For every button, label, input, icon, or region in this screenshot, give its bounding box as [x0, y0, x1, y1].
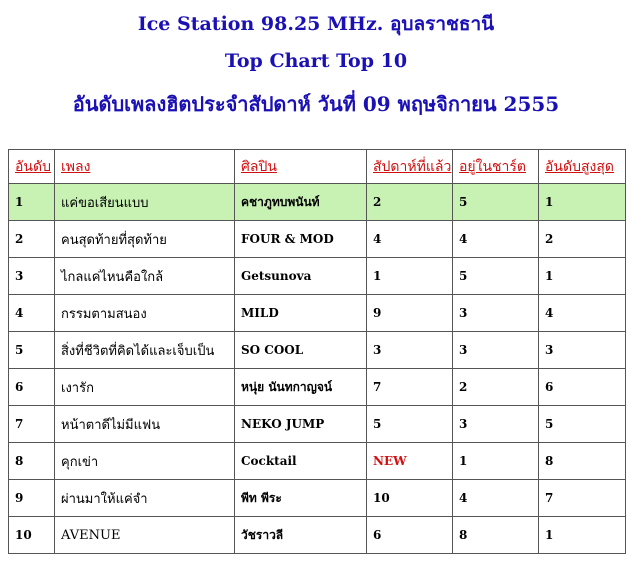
rank-cell: 6 — [9, 369, 55, 406]
column-header-artist: ศิลปิน — [235, 150, 367, 184]
artist-cell: พีท พีระ — [235, 480, 367, 517]
last-week-cell: 5 — [367, 406, 453, 443]
table-row — [9, 221, 626, 258]
song-cell: คนสุดท้ายที่สุดท้าย — [55, 221, 235, 258]
rank-cell: 4 — [9, 295, 55, 332]
table-row — [9, 517, 626, 554]
peak-cell: 1 — [539, 184, 626, 221]
last-week-cell: 3 — [367, 332, 453, 369]
column-header-last-week: สัปดาห์ที่แล้ว — [367, 150, 453, 184]
song-cell: สิ่งที่ชีวิตที่คิดได้และเจ็บเป็น — [55, 332, 235, 369]
table-row — [9, 480, 626, 517]
chart-title: Top Chart Top 10 — [224, 50, 408, 72]
table-row — [9, 258, 626, 295]
rank-cell: 2 — [9, 221, 55, 258]
song-cell: เงารัก — [55, 369, 235, 406]
peak-cell: 3 — [539, 332, 626, 369]
artist-cell: MILD — [235, 295, 367, 332]
peak-cell: 7 — [539, 480, 626, 517]
weeks-cell: 2 — [453, 369, 539, 406]
weeks-cell: 3 — [453, 406, 539, 443]
column-header-song: เพลง — [55, 150, 235, 184]
rank-cell: 1 — [9, 184, 55, 221]
last-week-cell: NEW — [367, 443, 453, 480]
column-header-weeks-on-chart: อยู่ในชาร์ต — [453, 150, 539, 184]
artist-cell: SO COOL — [235, 332, 367, 369]
last-week-cell: 6 — [367, 517, 453, 554]
last-week-cell: 7 — [367, 369, 453, 406]
weeks-cell: 5 — [453, 184, 539, 221]
peak-cell: 6 — [539, 369, 626, 406]
song-cell: ผ่านมาให้แค่จำ — [55, 480, 235, 517]
artist-cell: Getsunova — [235, 258, 367, 295]
weeks-cell: 5 — [453, 258, 539, 295]
peak-cell: 8 — [539, 443, 626, 480]
weeks-cell: 4 — [453, 221, 539, 258]
weeks-cell: 3 — [453, 295, 539, 332]
rank-cell: 8 — [9, 443, 55, 480]
last-week-cell: 2 — [367, 184, 453, 221]
table-row — [9, 369, 626, 406]
table-row — [9, 295, 626, 332]
last-week-cell: 1 — [367, 258, 453, 295]
peak-cell: 2 — [539, 221, 626, 258]
peak-cell: 1 — [539, 517, 626, 554]
rank-cell: 5 — [9, 332, 55, 369]
rank-cell: 9 — [9, 480, 55, 517]
table-row — [9, 332, 626, 369]
song-cell: หน้าตาดีไม่มีแฟน — [55, 406, 235, 443]
table-header-row — [9, 150, 626, 184]
column-header-rank: อันดับ — [9, 150, 55, 184]
artist-cell: FOUR & MOD — [235, 221, 367, 258]
weeks-cell: 4 — [453, 480, 539, 517]
peak-cell: 1 — [539, 258, 626, 295]
table-row — [9, 406, 626, 443]
peak-cell: 5 — [539, 406, 626, 443]
song-cell: คุกเข่า — [55, 443, 235, 480]
rank-cell: 10 — [9, 517, 55, 554]
artist-cell: Cocktail — [235, 443, 367, 480]
column-header-peak: อันดับสูงสุด — [539, 150, 626, 184]
table-row — [9, 443, 626, 480]
artist-cell: หนุ่ย นันทกาญจน์ — [235, 369, 367, 406]
chart-date-title: อันดับเพลงฮิตประจำสัปดาห์ วันที่ 09 พฤษจิกายน 2555 — [72, 92, 560, 116]
last-week-cell: 9 — [367, 295, 453, 332]
artist-cell: คชาภูทบพนันท์ — [235, 184, 367, 221]
rank-cell: 3 — [9, 258, 55, 295]
top-chart-table — [8, 149, 626, 554]
peak-cell: 4 — [539, 295, 626, 332]
weeks-cell: 8 — [453, 517, 539, 554]
artist-cell: NEKO JUMP — [235, 406, 367, 443]
table-row — [9, 184, 626, 221]
last-week-cell: 10 — [367, 480, 453, 517]
song-cell: กรรมตามสนอง — [55, 295, 235, 332]
song-cell: ไกลแค่ไหนคือใกล้ — [55, 258, 235, 295]
song-cell: แค่ขอเสียนแบบ — [55, 184, 235, 221]
weeks-cell: 3 — [453, 332, 539, 369]
last-week-cell: 4 — [367, 221, 453, 258]
rank-cell: 7 — [9, 406, 55, 443]
song-cell: AVENUE — [55, 517, 235, 554]
artist-cell: วัชราวลี — [235, 517, 367, 554]
weeks-cell: 1 — [453, 443, 539, 480]
station-title: Ice Station 98.25 MHz. อุบลราชธานี — [137, 13, 495, 35]
